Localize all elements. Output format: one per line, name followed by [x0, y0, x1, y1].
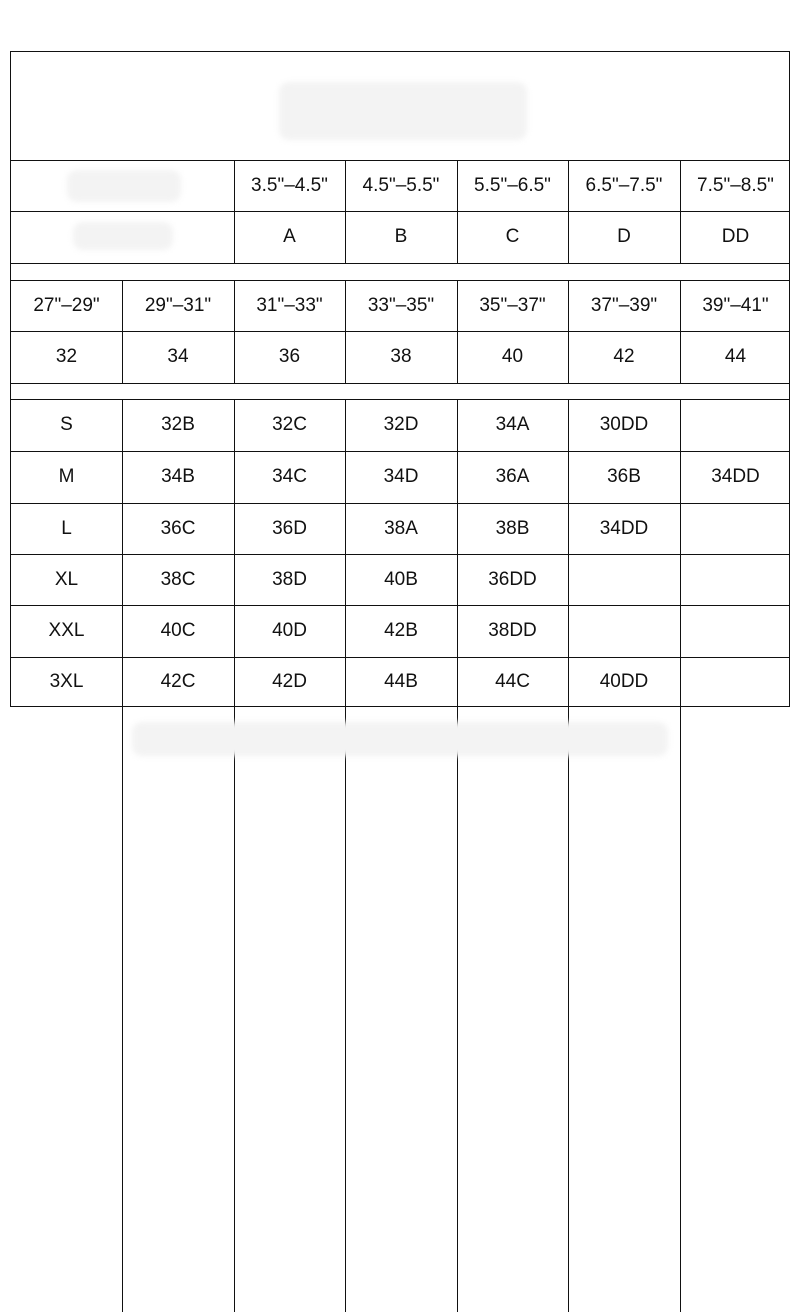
bust-range-cell: 3.5"–4.5": [251, 174, 328, 196]
row-divider: [11, 263, 789, 264]
size-value-cell: 38C: [160, 568, 196, 590]
band-size-cell: 38: [390, 346, 412, 367]
size-value-cell: 30DD: [599, 414, 649, 435]
band-size-cell: 36: [278, 346, 301, 367]
size-value-cell: 42B: [384, 620, 418, 641]
size-value-cell: [680, 657, 791, 707]
size-value-cell: [680, 399, 791, 451]
row-divider: [11, 383, 789, 384]
underbust-range-cell: 35"–37": [479, 294, 546, 316]
cup-letter-cell: DD: [721, 226, 750, 247]
cup-letter-cell: B: [394, 226, 408, 247]
underbust-range-cell: 31"–33": [256, 294, 323, 316]
size-value-cell: 36A: [495, 466, 530, 487]
bust-range-cell: 6.5"–7.5": [585, 174, 663, 196]
size-value-cell: 38B: [495, 517, 530, 539]
bust-range-cell: 7.5"–8.5": [697, 174, 774, 196]
size-value-cell: 42C: [160, 671, 196, 692]
band-size-cell: 42: [613, 346, 635, 367]
size-value-cell: 36B: [607, 466, 641, 487]
size-value-cell: 34C: [272, 466, 307, 487]
size-value-cell: 38A: [384, 517, 418, 539]
size-value-cell: 36D: [272, 517, 307, 539]
size-value-cell: 34A: [495, 414, 530, 435]
underbust-range-cell: 37"–39": [590, 294, 658, 316]
size-value-cell: 44B: [384, 671, 418, 692]
blurred-row-label: [73, 222, 173, 250]
size-value-cell: 32B: [161, 414, 195, 435]
size-value-cell: [680, 503, 791, 554]
cup-letter-cell: C: [505, 226, 520, 247]
bust-range-cell: 5.5"–6.5": [474, 174, 551, 196]
size-value-cell: 40C: [160, 620, 196, 641]
size-value-cell: 42D: [272, 671, 307, 692]
size-label-cell: L: [61, 517, 72, 539]
size-value-cell: 32D: [383, 414, 419, 435]
size-chart-table: [10, 51, 790, 707]
size-value-cell: 38D: [272, 568, 307, 590]
underbust-range-cell: 39"–41": [702, 294, 769, 316]
size-value-cell: [680, 605, 791, 657]
size-value-cell: 38DD: [488, 620, 537, 641]
size-value-cell: 34DD: [599, 517, 649, 539]
underbust-range-cell: 27"–29": [33, 294, 100, 316]
size-value-cell: 44C: [495, 671, 530, 692]
blurred-title-area: [279, 82, 527, 140]
underbust-range-cell: 33"–35": [367, 294, 435, 316]
size-value-cell: 36DD: [488, 568, 537, 590]
size-value-cell: [568, 554, 680, 605]
band-size-cell: 34: [167, 346, 189, 367]
size-value-cell: 34DD: [711, 466, 760, 487]
size-label-cell: XL: [54, 568, 79, 590]
size-value-cell: 40D: [272, 620, 307, 641]
blurred-row-label: [67, 170, 181, 202]
size-value-cell: [680, 554, 791, 605]
band-size-cell: 44: [724, 346, 747, 367]
size-label-cell: S: [60, 414, 73, 435]
cup-letter-cell: D: [617, 226, 631, 247]
band-size-cell: 40: [501, 346, 524, 367]
band-size-cell: 32: [55, 346, 78, 367]
size-label-cell: M: [58, 466, 75, 487]
bust-range-cell: 4.5"–5.5": [362, 174, 440, 196]
size-label-cell: XXL: [48, 620, 85, 641]
size-value-cell: 34D: [383, 466, 419, 487]
size-label-cell: 3XL: [49, 671, 84, 692]
size-value-cell: [568, 605, 680, 657]
blurred-footer-note: [132, 722, 668, 756]
size-value-cell: 34B: [161, 466, 195, 487]
size-value-cell: 32C: [272, 414, 307, 435]
size-value-cell: 40DD: [599, 671, 649, 692]
cup-letter-cell: A: [283, 226, 296, 247]
size-value-cell: 40B: [384, 568, 418, 590]
underbust-range-cell: 29"–31": [144, 294, 212, 316]
size-value-cell: 36C: [160, 517, 196, 539]
